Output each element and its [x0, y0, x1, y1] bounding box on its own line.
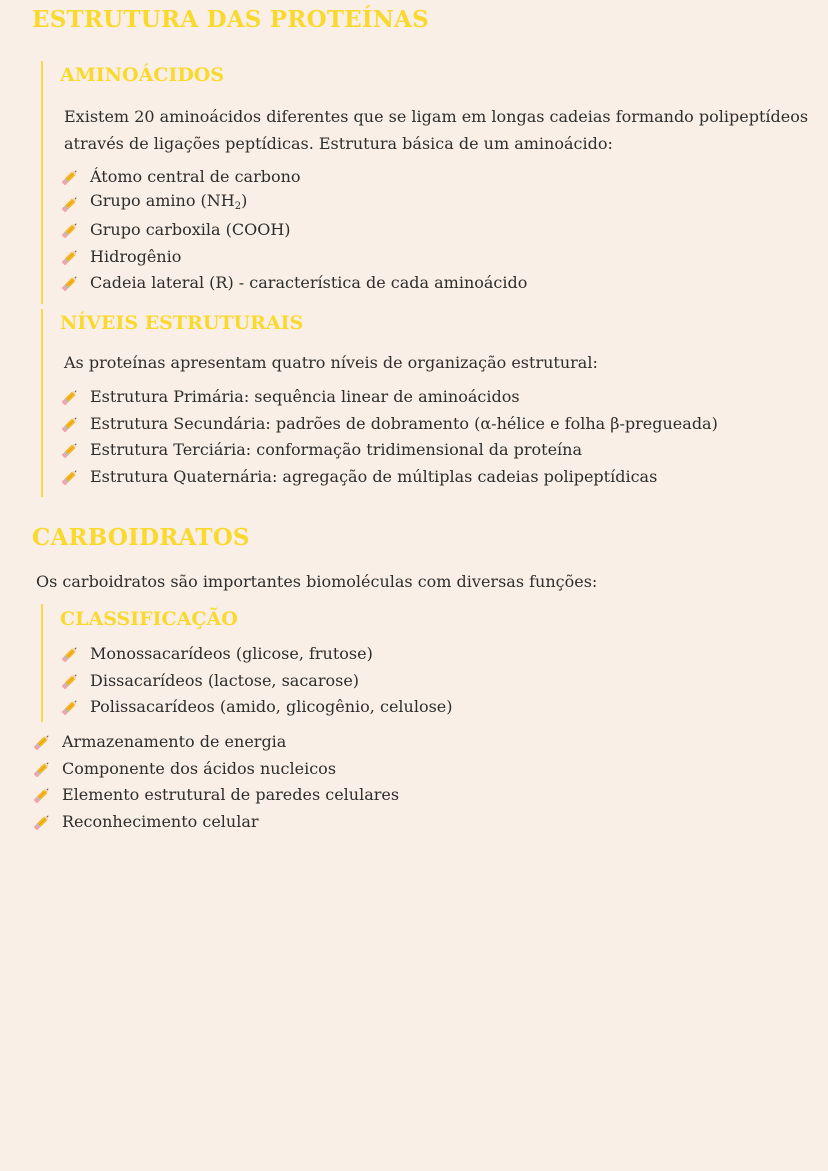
pencil-icon [60, 671, 80, 691]
accent-bar-niveis [41, 309, 43, 497]
list-item: Estrutura Secundária: padrões de dobramento (α-hélice e folha β-pregueada) [60, 411, 718, 438]
aminoacidos-intro [64, 103, 808, 157]
list-item: Hidrogênio [60, 244, 527, 271]
pencil-icon [60, 194, 80, 214]
list-item: Estrutura Quaternária: agregação de múltiplas cadeias polipeptídicas [60, 464, 718, 491]
list-item: Armazenamento de energia [32, 729, 399, 756]
list-item: Elemento estrutural de paredes celulares [32, 782, 399, 809]
niveis-intro: As proteínas apresentam quatro níveis de organização estrutural: [64, 353, 598, 372]
pencil-icon [60, 220, 80, 240]
list-item: Monossacarídeos (glicose, frutose) [60, 641, 453, 668]
pencil-icon [32, 812, 52, 832]
pencil-icon [60, 697, 80, 717]
pencil-icon [60, 247, 80, 267]
pencil-icon [60, 414, 80, 434]
list-item: Componente dos ácidos nucleicos [32, 756, 399, 783]
classificacao-list [60, 641, 453, 721]
aminoacidos-list [60, 164, 527, 297]
subsection-title-classificacao: CLASSIFICAÇÃO [60, 608, 238, 630]
pencil-icon [60, 387, 80, 407]
list-item: Estrutura Primária: sequência linear de aminoácidos [60, 384, 718, 411]
list-item: Polissacarídeos (amido, glicogênio, celulose) [60, 694, 453, 721]
list-item [60, 191, 527, 218]
list-item: Estrutura Terciária: conformação tridimensional da proteína [60, 437, 718, 464]
list-item: Grupo carboxila (COOH) [60, 217, 527, 244]
list-item: Dissacarídeos (lactose, sacarose) [60, 668, 453, 695]
subsection-title-niveis: NÍVEIS ESTRUTURAIS [60, 312, 304, 334]
grupo-amino-text: Grupo amino $(NH_2)$ [90, 190, 248, 212]
pencil-icon [32, 732, 52, 752]
pencil-icon [60, 644, 80, 664]
section-title-carboidratos: CARBOIDRATOS [32, 524, 250, 551]
aminoacidos-intro-line-1: Existem 20 aminoácidos diferentes que se ligam em longas cadeias formando polipeptídeos [64, 107, 809, 126]
pencil-icon [60, 167, 80, 187]
pencil-icon [60, 440, 80, 460]
section-title-proteinas: ESTRUTURA DAS PROTEÍNAS [32, 6, 429, 33]
list-item: Átomo central de carbono [60, 164, 527, 191]
accent-bar-classificacao [41, 604, 43, 722]
aminoacidos-intro-line-2: através de ligações peptídicas. Estrutura básica de um aminoácido: [64, 134, 613, 153]
list-item: Reconhecimento celular [32, 809, 399, 836]
funcoes-list [32, 729, 399, 835]
subsection-title-aminoacidos: AMINOÁCIDOS [60, 64, 225, 86]
pencil-icon [32, 759, 52, 779]
accent-bar-aminoacidos [41, 61, 43, 304]
pencil-icon [60, 273, 80, 293]
list-item: Cadeia lateral (R) - característica de cada aminoácido [60, 270, 527, 297]
pencil-icon [32, 785, 52, 805]
niveis-list [60, 384, 718, 490]
pencil-icon [60, 467, 80, 487]
carboidratos-intro: Os carboidratos são importantes biomoléculas com diversas funções: [36, 572, 598, 591]
